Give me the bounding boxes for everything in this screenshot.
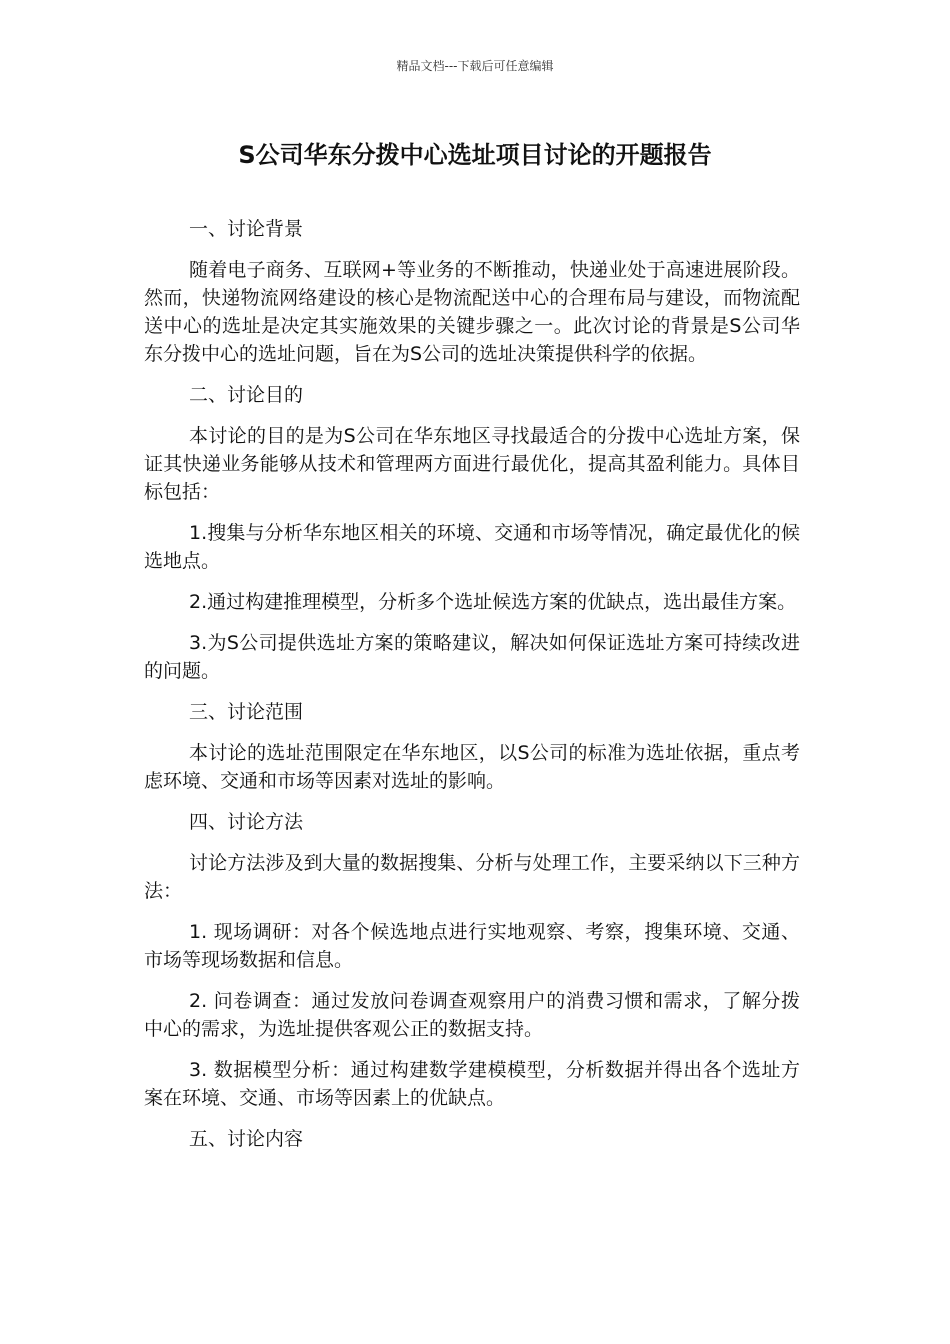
list-item-goal-3: 3.为S公司提供选址方案的策略建议，解决如何保证选址方案可持续改进的问题。 (144, 632, 800, 682)
section-heading-background: 一、讨论背景 (189, 218, 304, 240)
header-watermark: 精品文档---下载后可任意编辑 (396, 59, 554, 73)
paragraph-methods: 讨论方法涉及到大量的数据搜集、分析与处理工作，主要采纳以下三种方法： (144, 852, 800, 902)
paragraph-scope: 本讨论的选址范围限定在华东地区，以S公司的标准为选址依据，重点考虑环境、交通和市场等因素对选址的影响。 (144, 742, 800, 792)
document-title: S公司华东分拨中心选址项目讨论的开题报告 (238, 141, 712, 169)
document-body (144, 215, 800, 1166)
list-item-goal-1: 1.搜集与分析华东地区相关的环境、交通和市场等情况，确定最优化的候选地点。 (144, 522, 800, 572)
list-item-goal-2: 2.通过构建推理模型，分析多个选址候选方案的优缺点，选出最佳方案。 (189, 591, 797, 613)
paragraph-purpose: 本讨论的目的是为S公司在华东地区寻找最适合的分拨中心选址方案，保证其快递业务能够从技术和管理两方面进行最优化，提高其盈利能力。具体目标包括： (144, 425, 800, 503)
section-heading-methods: 四、讨论方法 (189, 811, 304, 833)
section-heading-scope: 三、讨论范围 (189, 701, 304, 723)
section-heading-content: 五、讨论内容 (189, 1128, 304, 1150)
section-heading-purpose: 二、讨论目的 (189, 384, 304, 406)
list-item-method-3: 3. 数据模型分析：通过构建数学建模模型，分析数据并得出各个选址方案在环境、交通、市场等因素上的优缺点。 (144, 1059, 800, 1109)
list-item-method-2: 2. 问卷调查：通过发放问卷调查观察用户的消费习惯和需求，了解分拨中心的需求，为选址提供客观公正的数据支持。 (144, 990, 800, 1040)
list-item-method-1: 1. 现场调研：对各个候选地点进行实地观察、考察，搜集环境、交通、市场等现场数据和信息。 (144, 921, 800, 971)
paragraph-background: 随着电子商务、互联网+等业务的不断推动，快递业处于高速进展阶段。然而，快递物流网络建设的核心是物流配送中心的合理布局与建设，而物流配送中心的选址是决定其实施效果的关键步骤之一。此次讨论的背景是S公司华东分拨中心的选址问题，旨在为S公司的选址决策提供科学的依据。 (144, 259, 800, 365)
